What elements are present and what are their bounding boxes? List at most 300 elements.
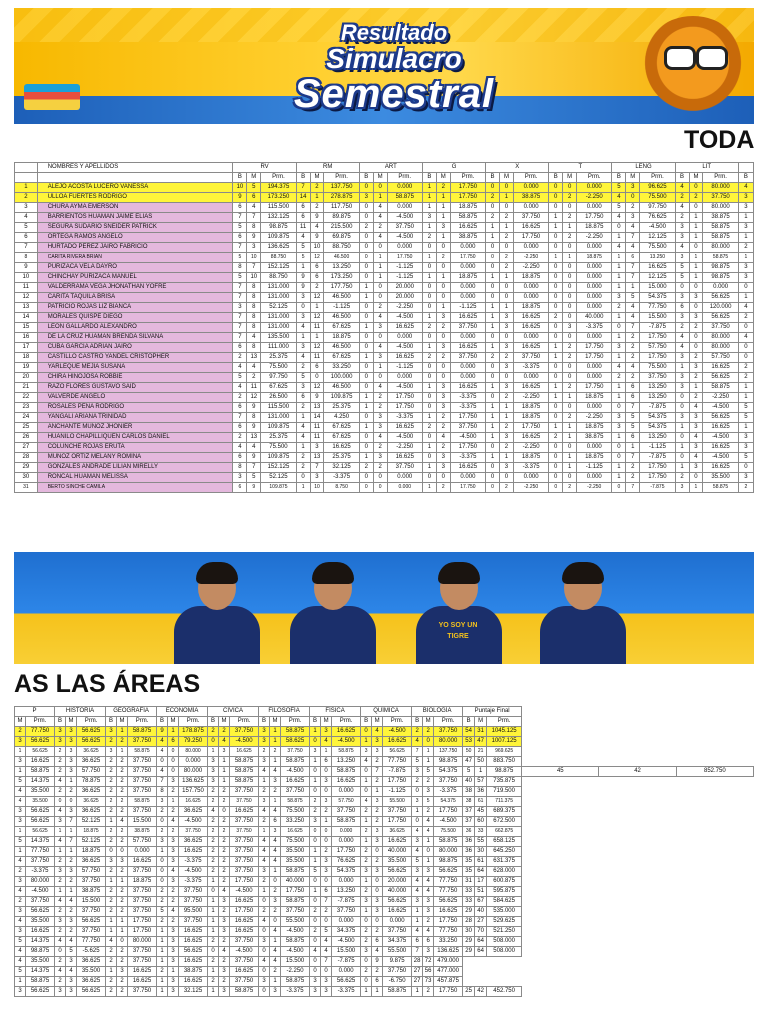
score-cell: 0: [359, 243, 373, 253]
score-cell: 2: [372, 927, 383, 937]
score-cell: 1: [422, 203, 436, 213]
score-cell: 4: [626, 313, 640, 323]
score-cell: -2.250: [281, 967, 310, 977]
score-cell: 1: [612, 433, 626, 443]
score-cell: 0: [549, 243, 563, 253]
score-cell: 1: [117, 877, 128, 887]
table-row: [15, 947, 754, 957]
score-cell: 4: [423, 887, 434, 897]
score-cell: 1: [168, 727, 179, 737]
score-cell: 4: [55, 807, 66, 817]
score-cell: 2: [219, 797, 230, 807]
score-cell: 3: [259, 977, 270, 987]
score-cell: 55.500: [383, 797, 412, 807]
score-cell: -4.500: [383, 727, 412, 737]
student-name: LEÓN GALLARDO ALEXANDRO: [37, 323, 233, 333]
score-cell: 14: [296, 193, 310, 203]
score-cell: 16.625: [179, 937, 208, 947]
score-cell: 16.625: [513, 223, 548, 233]
score-cell: 2: [106, 957, 117, 967]
score-cell: 5: [233, 223, 247, 233]
score-cell: 76.625: [640, 213, 675, 223]
score-cell: 5: [233, 373, 247, 383]
score-cell: 18.875: [450, 203, 485, 213]
score-cell: 1: [106, 817, 117, 827]
table-row: [15, 483, 754, 493]
score-cell: 0: [259, 927, 270, 937]
score-cell: 0.000: [332, 837, 361, 847]
student-name: BARRIENTOS HUAMAN JAIME ELIAS: [37, 213, 233, 223]
score-cell: 5: [233, 253, 247, 263]
student-name: ALEJO ACOSTA LUCERO VANESSA: [37, 183, 233, 193]
score-cell: 4: [675, 203, 689, 213]
score-cell: 58.875: [703, 223, 738, 233]
score-cell: 0.000: [387, 373, 422, 383]
score-cell: 4: [270, 957, 281, 967]
heading-todas: TODA: [684, 126, 755, 154]
score-cell: 17.750: [128, 917, 157, 927]
score-cell: 57.750: [77, 867, 106, 877]
score-cell: 37.750: [434, 777, 463, 787]
score-cell: 5: [157, 907, 168, 917]
table-row: [15, 303, 754, 313]
score-cell: 2: [436, 323, 450, 333]
score-cell: 0.000: [450, 283, 485, 293]
score-cell: 0: [373, 473, 387, 483]
table-row: [15, 797, 754, 807]
row-number: 21: [15, 383, 38, 393]
score-cell: 2: [270, 887, 281, 897]
score-cell: 4: [372, 947, 383, 957]
score-cell: 0: [422, 433, 436, 443]
score-cell: 1: [157, 947, 168, 957]
student-name: CHURA AYMA EMERSON: [37, 203, 233, 213]
header-area: LIT: [675, 163, 738, 173]
score-cell: 1: [675, 423, 689, 433]
score-cell: 8: [247, 313, 261, 323]
score-cell: 16.625: [179, 977, 208, 987]
score-cell: 4: [412, 877, 423, 887]
score-cell: 0: [486, 373, 500, 383]
score-cell: 1: [219, 777, 230, 787]
score-cell: -7.875: [332, 897, 361, 907]
score-cell: 0: [563, 333, 577, 343]
score-cell: 3: [361, 947, 372, 957]
score-cell: 173.250: [324, 273, 359, 283]
score-cell: 1: [55, 847, 66, 857]
score-cell: 3: [168, 987, 179, 997]
score-cell: 0: [563, 203, 577, 213]
score-cell: 9: [247, 403, 261, 413]
score-cell: 3: [500, 323, 514, 333]
score-cell: 18.875: [577, 393, 612, 403]
score-cell: 6: [310, 263, 324, 273]
score-cell: 60: [475, 817, 487, 827]
table-row: [15, 433, 754, 443]
score-cell: 4: [157, 737, 168, 747]
score-cell: 477.000: [434, 967, 463, 977]
score-cell: 57.750: [77, 767, 106, 777]
score-cell: 6: [233, 423, 247, 433]
score-cell: 37.750: [383, 967, 412, 977]
score-cell: 7: [412, 947, 423, 957]
score-cell: 4: [675, 333, 689, 343]
score-cell: 2: [373, 463, 387, 473]
score-cell: 2: [372, 967, 383, 977]
score-cell: 0: [359, 383, 373, 393]
score-cell: 20.000: [387, 283, 422, 293]
score-cell: 2: [15, 897, 26, 907]
score-cell: -3.375: [281, 987, 310, 997]
score-cell: 2: [55, 957, 66, 967]
score-cell: 36.625: [77, 977, 106, 987]
score-cell: 0: [117, 937, 128, 947]
score-cell: 0.000: [387, 183, 422, 193]
score-cell: 5: [675, 273, 689, 283]
score-cell: 37.750: [434, 727, 463, 737]
score-cell: 77.750: [640, 303, 675, 313]
header-sub: Prm.: [577, 173, 612, 183]
score-cell: 2: [106, 987, 117, 997]
score-cell: 0: [157, 877, 168, 887]
score-cell: 52.125: [77, 817, 106, 827]
score-cell: -3.375: [513, 363, 548, 373]
score-cell: -1.125: [387, 273, 422, 283]
score-cell: 1: [208, 877, 219, 887]
header-blank: [37, 173, 233, 183]
banner: [14, 8, 754, 124]
score-cell: 7: [233, 333, 247, 343]
score-cell: 0.000: [513, 473, 548, 483]
score-cell: 1: [372, 987, 383, 997]
score-cell: 2: [675, 323, 689, 333]
score-cell: 3: [423, 907, 434, 917]
score-cell: 2: [106, 907, 117, 917]
score-cell: 3: [612, 293, 626, 303]
score-cell: 2: [675, 213, 689, 223]
score-cell: 54.375: [640, 293, 675, 303]
score-cell: 2: [563, 483, 577, 493]
score-cell: 0: [436, 373, 450, 383]
score-cell: 2: [500, 423, 514, 433]
table-row: [15, 253, 754, 263]
score-cell: 58.875: [703, 383, 738, 393]
score-cell: 1: [310, 847, 321, 857]
student-name: HURTADO PEREZ JAIRO FABRICIO: [37, 243, 233, 253]
score-cell: 3: [500, 433, 514, 443]
score-cell: 37.750: [77, 907, 106, 917]
score-cell: 4: [423, 877, 434, 887]
score-cell: 16.625: [128, 967, 157, 977]
score-cell: 38.875: [450, 233, 485, 243]
header-sub: M: [689, 173, 703, 183]
score-cell: 11: [310, 323, 324, 333]
score-cell: 3: [321, 977, 332, 987]
score-cell: 47: [463, 757, 475, 767]
score-cell: 0: [359, 273, 373, 283]
score-cell: 18.875: [577, 223, 612, 233]
score-cell: 1: [15, 977, 26, 987]
score-cell: 2: [563, 353, 577, 363]
score-cell: 4: [66, 967, 77, 977]
score-cell: 0: [436, 363, 450, 373]
score-cell: 18.875: [513, 453, 548, 463]
score-cell: 1: [117, 747, 128, 757]
score-cell: 25: [463, 987, 475, 997]
score-cell: 0: [612, 453, 626, 463]
table-row: [15, 383, 754, 393]
score-cell: 2: [117, 767, 128, 777]
score-cell: 1: [361, 987, 372, 997]
student-name: YARLEQUE MEJIA SUSANA: [37, 363, 233, 373]
score-cell: 16.625: [513, 383, 548, 393]
score-cell: 0: [310, 787, 321, 797]
score-cell: 1: [689, 213, 703, 223]
score-cell: 6: [372, 937, 383, 947]
table-row: [15, 313, 754, 323]
header-sub: Prm.: [434, 717, 463, 727]
score-cell: 13.250: [640, 383, 675, 393]
score-cell: 0: [361, 767, 372, 777]
table-row: [15, 463, 754, 473]
score-cell: 3: [66, 727, 77, 737]
score-cell: 17.750: [640, 333, 675, 343]
score-cell: 3: [373, 413, 387, 423]
score-cell: 1: [422, 463, 436, 473]
score-cell: 67.625: [261, 383, 296, 393]
score-cell: 0: [310, 877, 321, 887]
score-cell: 3: [15, 817, 26, 827]
score-cell: 3: [270, 987, 281, 997]
score-cell: 29: [463, 907, 475, 917]
header-sub: Prm.: [387, 173, 422, 183]
score-cell: 37.750: [281, 907, 310, 917]
score-cell: 33.250: [281, 817, 310, 827]
score-cell: 2: [423, 777, 434, 787]
score-cell: 38.875: [577, 433, 612, 443]
score-cell: 5: [738, 453, 753, 463]
score-cell: 0: [549, 283, 563, 293]
score-cell: 67.625: [324, 433, 359, 443]
score-cell: 37.750: [230, 937, 259, 947]
score-cell: 0: [359, 413, 373, 423]
banner-title: [194, 22, 594, 114]
score-cell: 0: [359, 253, 373, 263]
score-cell: 0: [310, 897, 321, 907]
score-cell: 1: [310, 193, 324, 203]
score-cell: 2: [549, 433, 563, 443]
score-cell: 1: [500, 403, 514, 413]
student-name: HUANILO CHAPILLIQUEN CARLOS DANIEL: [37, 433, 233, 443]
score-cell: 2: [436, 353, 450, 363]
score-cell: 1: [486, 323, 500, 333]
table-row: [15, 927, 754, 937]
score-cell: 1: [361, 777, 372, 787]
score-cell: 17.750: [383, 817, 412, 827]
score-cell: 4: [612, 213, 626, 223]
score-cell: 35.500: [77, 967, 106, 977]
score-cell: 18.875: [77, 827, 106, 837]
score-cell: 40.000: [383, 847, 412, 857]
score-cell: 13.250: [640, 393, 675, 403]
score-cell: 0.000: [513, 373, 548, 383]
score-cell: 5: [321, 927, 332, 937]
score-cell: 1: [361, 907, 372, 917]
score-cell: 4: [270, 807, 281, 817]
score-cell: 0: [373, 293, 387, 303]
score-cell: 4: [612, 193, 626, 203]
score-cell: 0.000: [387, 483, 422, 493]
score-cell: 0: [168, 767, 179, 777]
score-cell: 4: [296, 423, 310, 433]
score-cell: 3: [219, 917, 230, 927]
score-cell: 2: [208, 827, 219, 837]
score-cell: 0: [422, 453, 436, 463]
score-cell: 3: [15, 987, 26, 997]
score-cell: 1: [412, 917, 423, 927]
score-cell: 2: [321, 807, 332, 817]
score-cell: 0.000: [577, 473, 612, 483]
score-cell: 1: [310, 303, 324, 313]
score-cell: 3: [106, 857, 117, 867]
header-sub: B: [296, 173, 310, 183]
score-cell: 4: [55, 967, 66, 977]
score-cell: 2: [626, 343, 640, 353]
score-cell: 16.625: [703, 423, 738, 433]
score-cell: 177.750: [324, 283, 359, 293]
score-cell: 9: [296, 273, 310, 283]
score-cell: 0: [359, 333, 373, 343]
score-cell: 0: [359, 373, 373, 383]
score-cell: 1: [157, 847, 168, 857]
score-cell: 2: [270, 787, 281, 797]
score-cell: 0: [321, 967, 332, 977]
score-cell: 1: [321, 817, 332, 827]
row-number: 22: [15, 393, 38, 403]
score-cell: 37.750: [128, 897, 157, 907]
score-cell: 0.000: [387, 473, 422, 483]
score-cell: 37.750: [513, 213, 548, 223]
score-cell: 0: [310, 967, 321, 977]
row-number: 11: [15, 283, 38, 293]
score-cell: 0: [612, 443, 626, 453]
score-cell: 1: [500, 193, 514, 203]
score-cell: 131.000: [261, 323, 296, 333]
score-cell: 0: [549, 233, 563, 243]
score-cell: 3: [259, 797, 270, 807]
score-cell: 37.750: [450, 323, 485, 333]
heading-las-areas: AS LAS ÁREAS: [14, 670, 201, 698]
score-cell: 2: [436, 413, 450, 423]
score-cell: 1: [436, 193, 450, 203]
score-cell: 0: [361, 957, 372, 967]
score-cell: 3: [55, 817, 66, 827]
score-cell: 1: [549, 383, 563, 393]
score-cell: 4: [55, 937, 66, 947]
score-cell: 7: [233, 413, 247, 423]
header-sub: M: [321, 717, 332, 727]
score-cell: 35: [463, 857, 475, 867]
header-sub: Prm.: [77, 717, 106, 727]
score-cell: 4: [259, 857, 270, 867]
score-cell: 0: [359, 303, 373, 313]
score-cell: 3: [436, 313, 450, 323]
score-cell: 3: [157, 837, 168, 847]
score-cell: 2: [106, 887, 117, 897]
table-row: [15, 393, 754, 403]
score-cell: 57.750: [332, 797, 361, 807]
score-cell: 628.000: [487, 867, 522, 877]
score-cell: 2: [436, 443, 450, 453]
score-cell: 0: [563, 283, 577, 293]
score-cell: 72: [423, 957, 434, 967]
score-cell: 2: [296, 463, 310, 473]
score-cell: 15.500: [77, 897, 106, 907]
score-cell: 3: [168, 837, 179, 847]
score-cell: 11: [296, 223, 310, 233]
score-cell: 56.625: [26, 737, 55, 747]
score-cell: 6: [310, 273, 324, 283]
score-cell: 3: [259, 867, 270, 877]
score-cell: 0.000: [450, 473, 485, 483]
score-cell: 2: [310, 807, 321, 817]
score-cell: 1: [549, 223, 563, 233]
score-cell: 12: [310, 253, 324, 263]
score-cell: 4: [296, 433, 310, 443]
score-cell: 16.625: [230, 807, 259, 817]
score-cell: 58.875: [128, 727, 157, 737]
score-cell: 4: [675, 183, 689, 193]
score-cell: 54.375: [640, 423, 675, 433]
tiger-glasses-right: [696, 46, 728, 70]
score-cell: 64: [475, 947, 487, 957]
score-cell: 0: [422, 243, 436, 253]
score-cell: 1: [689, 263, 703, 273]
score-cell: 2: [168, 917, 179, 927]
score-cell: 7: [247, 463, 261, 473]
score-cell: 17.750: [450, 193, 485, 203]
score-cell: 1: [106, 877, 117, 887]
score-cell: -4.500: [640, 223, 675, 233]
score-cell: 452.750: [487, 987, 522, 997]
score-cell: 0: [259, 987, 270, 997]
score-cell: 6: [626, 433, 640, 443]
score-cell: 3: [373, 423, 387, 433]
score-cell: 58.875: [703, 233, 738, 243]
score-cell: 56.625: [703, 413, 738, 423]
score-cell: 2: [412, 727, 423, 737]
score-cell: 5: [15, 937, 26, 947]
score-cell: 3: [436, 343, 450, 353]
header-names: NOMBRES Y APELLIDOS: [37, 163, 233, 173]
banner-title-line2: Simulacro: [326, 43, 462, 74]
score-cell: 0: [486, 183, 500, 193]
score-cell: 5: [15, 967, 26, 977]
score-cell: 3: [612, 343, 626, 353]
score-cell: 75.500: [281, 807, 310, 817]
score-cell: 1007.125: [487, 737, 522, 747]
score-cell: -4.500: [387, 433, 422, 443]
table-row: [15, 737, 754, 747]
score-cell: 2: [219, 867, 230, 877]
score-cell: 58.875: [281, 797, 310, 807]
score-cell: 0.000: [179, 757, 208, 767]
score-cell: 97.750: [261, 373, 296, 383]
score-cell: 0: [55, 947, 66, 957]
score-cell: 0: [689, 333, 703, 343]
score-cell: 2: [233, 393, 247, 403]
score-cell: 0.000: [513, 293, 548, 303]
